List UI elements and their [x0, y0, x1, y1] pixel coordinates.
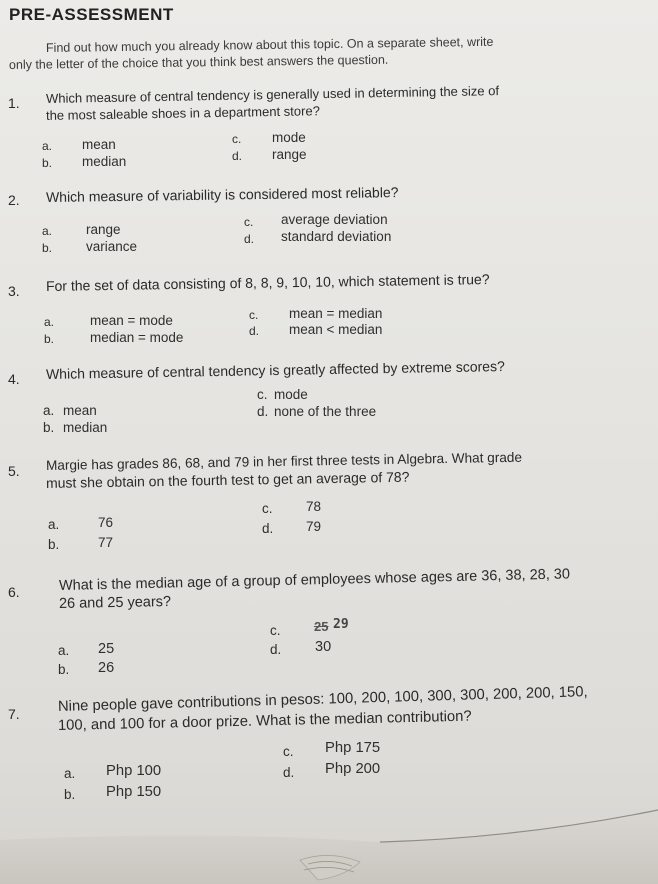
question-number: 2. — [8, 192, 20, 208]
question-number: 6. — [8, 584, 20, 600]
option-a: Php 100 — [106, 763, 162, 779]
option-letter: c. — [249, 308, 259, 322]
instructions-line-2: only the letter of the choice that you think best answers the question. — [8, 52, 389, 72]
option-letter: b. — [44, 332, 55, 346]
option-b: median = mode — [90, 330, 184, 345]
question-text: Which measure of central tendency is greatly affected by extreme scores? — [45, 357, 505, 382]
question-number: 4. — [8, 371, 20, 387]
option-letter: b. — [43, 420, 55, 435]
page-title: PRE-ASSESSMENT — [9, 5, 174, 24]
option-c: Php 175 — [325, 740, 381, 756]
option-b: 77 — [98, 535, 114, 550]
option-letter: a. — [43, 403, 55, 418]
option-letter: b. — [42, 156, 53, 170]
option-letter: b. — [42, 241, 53, 255]
option-letter: d. — [270, 642, 282, 657]
handwritten-answer: 29 — [333, 617, 349, 632]
option-b: median — [82, 154, 127, 169]
question-text: 100, and 100 for a door prize. What is the median contribution? — [57, 708, 472, 734]
option-d: mean < median — [289, 322, 383, 337]
option-b: median — [63, 420, 108, 435]
option-letter: c. — [283, 744, 294, 759]
option-c: average deviation — [281, 212, 388, 227]
option-letter: d. — [257, 404, 269, 419]
question-text: Which measure of central tendency is generally used in determining the size of — [45, 83, 500, 106]
option-d: Php 200 — [325, 761, 381, 777]
instructions-line-1: Find out how much you already know about this topic. On a separate sheet, write — [45, 34, 494, 55]
question-number: 5. — [8, 463, 20, 479]
question-text: For the set of data consisting of 8, 8, 9, 10, 10, which statement is true? — [45, 271, 490, 294]
option-a: range — [86, 222, 121, 237]
option-b: variance — [86, 239, 138, 254]
option-letter: d. — [249, 324, 260, 338]
option-letter: a. — [42, 139, 53, 153]
question-number: 7. — [8, 706, 20, 722]
option-letter: c. — [232, 132, 242, 146]
option-d: range — [272, 147, 307, 162]
option-a: mean — [63, 403, 97, 418]
option-letter: a. — [48, 517, 60, 532]
option-c: mean = median — [289, 306, 383, 321]
option-a: mean — [82, 137, 116, 152]
question-text: Margie has grades 86, 68, and 79 in her first three tests in Algebra. What grade — [45, 449, 523, 473]
option-letter: c. — [270, 623, 281, 638]
option-d: standard deviation — [281, 229, 392, 244]
option-letter: a. — [58, 643, 70, 658]
option-d: 79 — [306, 519, 322, 534]
option-letter: b. — [48, 537, 60, 552]
option-letter: d. — [232, 149, 243, 163]
option-b: 26 — [98, 660, 115, 676]
option-letter: c. — [262, 501, 273, 516]
option-c: 78 — [306, 499, 322, 514]
option-c: mode — [272, 130, 306, 145]
option-d: 30 — [315, 639, 332, 655]
option-letter: d. — [262, 521, 274, 536]
option-letter: a. — [64, 766, 76, 781]
question-number: 3. — [8, 283, 20, 299]
option-letter: b. — [58, 662, 70, 677]
question-text: Which measure of variability is considered most reliable? — [45, 184, 399, 205]
question-text: must she obtain on the fourth test to get an average of 78? — [45, 468, 410, 491]
option-a: mean = mode — [90, 313, 173, 328]
option-letter: c. — [257, 387, 268, 402]
option-letter: a. — [42, 224, 53, 238]
option-letter: b. — [64, 787, 76, 802]
page-curl-shadow — [0, 780, 658, 884]
option-letter: c. — [244, 215, 254, 229]
option-c-crossed-out: 25 — [314, 619, 329, 634]
question-text: the most saleable shoes in a department store? — [45, 103, 320, 123]
question-text: Nine people gave contributions in pesos: 100, 200, 100, 300, 300, 200, 200, 150, — [57, 684, 588, 715]
option-letter: a. — [44, 315, 55, 329]
question-text: 26 and 25 years? — [58, 594, 172, 612]
question-text: What is the median age of a group of employees whose ages are 36, 38, 28, 30 — [58, 566, 571, 594]
option-a: 25 — [98, 641, 115, 657]
question-number: 1. — [8, 95, 20, 111]
option-letter: d. — [283, 765, 295, 780]
option-c: mode — [274, 387, 308, 402]
option-d: none of the three — [274, 404, 377, 419]
option-b: Php 150 — [106, 784, 162, 800]
option-letter: d. — [244, 232, 255, 246]
option-a: 76 — [98, 515, 114, 530]
